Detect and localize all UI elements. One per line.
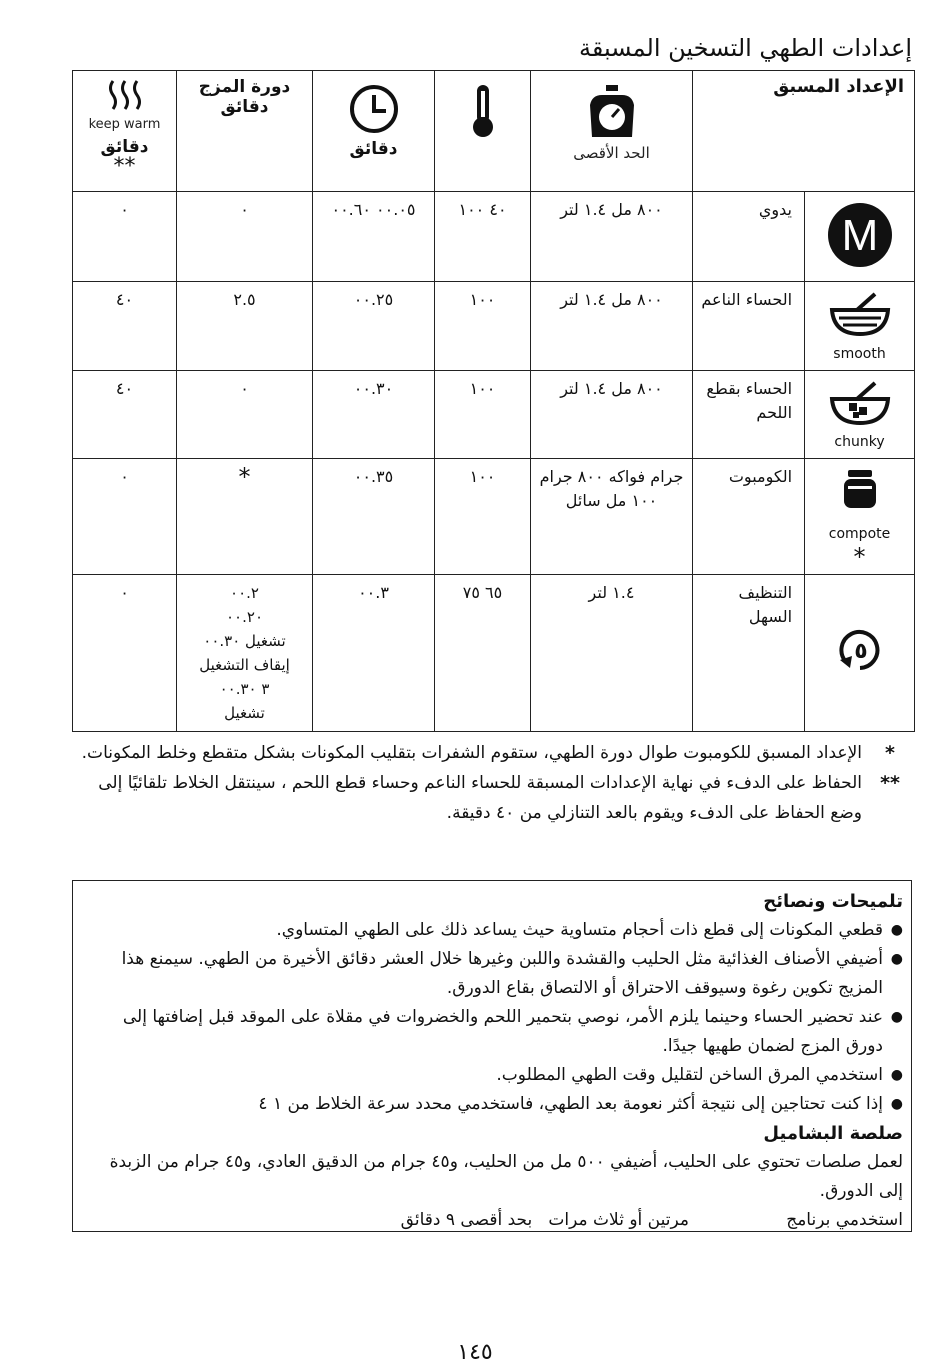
temp-value: ١٠٠ xyxy=(435,459,531,575)
bechamel-heading: صلصة البشاميل xyxy=(763,1123,903,1144)
list-item: ● قطعي المكونات إلى قطع ذات أحجام متساوية حيث يساعد ذلك على الطهي المتساوي. xyxy=(276,920,903,940)
preset-name: يدوي xyxy=(693,192,805,282)
temp-value: ١٠٠ xyxy=(435,371,531,459)
keep-warm-value: ٤٠ xyxy=(73,371,177,459)
time-value: ٠٠.٠٥ ٠٠.٦٠ xyxy=(313,192,435,282)
header-max-label: الحد الأقصى xyxy=(573,144,650,162)
max-value: ١.٤ لتر xyxy=(531,575,693,732)
header-temperature xyxy=(435,71,531,192)
keep-warm-value: ٠ xyxy=(73,192,177,282)
svg-text:M: M xyxy=(841,211,878,260)
icon-cell xyxy=(805,282,915,371)
footnote-compote: * الإعداد المسبق للكومبوت طوال دورة الطهي، ستقوم الشفرات بتقليب المكونات بشكل متقطع وخلط المكونات. xyxy=(81,742,895,764)
page-title: إعدادات الطهي التسخين المسبقة xyxy=(579,34,912,62)
preset-name: التنظيف السهل xyxy=(693,575,805,732)
bechamel-program-text: استخدمي برنامج مرتين أو ثلاث مرات بحد أقصى ٩ دقائق xyxy=(400,1210,903,1230)
blend-value: ٠ xyxy=(177,371,313,459)
table-header-row xyxy=(73,71,915,192)
preset-name: الكومبوت xyxy=(693,459,805,575)
icon-caption: chunky xyxy=(834,434,885,450)
list-item: ● إذا كنت تحتاجين إلى نتيجة أكثر نعومة بعد الطهي، فاستخدمي محدد سرعة الخلاط من ١ ٤ xyxy=(258,1094,903,1114)
temp-value: ٦٥ ٧٥ xyxy=(435,575,531,732)
header-max xyxy=(531,71,693,192)
blend-value: ٠ xyxy=(177,192,313,282)
keep-warm-value: ٠ xyxy=(73,459,177,575)
footnote-keep-warm: ** الحفاظ على الدفء في نهاية الإعدادات المسبقة للحساء الناعم وحساء قطع اللحم ، سينتقل الخلاط تلقائيًا إلى وضع الحفاظ على الدفء ويقوم بالعد التنازلي من ٤٠ دقيقة. xyxy=(98,772,900,823)
preset-name: الحساء الناعم xyxy=(693,282,805,371)
temp-value: ١٠٠ xyxy=(435,282,531,371)
blend-value: ٠٠.٢ ٠٠.٢٠ تشغيل ٠٠.٣٠ إيقاف التشغيل ٣ ٠٠.٣٠ تشغيل xyxy=(177,575,313,732)
icon-caption: compote xyxy=(828,526,891,542)
keep-warm-icon xyxy=(105,79,145,111)
header-blend-cycle: دورة المزج دقائق xyxy=(177,71,313,192)
list-item: ● أضيفي الأصناف الغذائية مثل الحليب والقشدة واللبن وغيرها خلال العشر دقائق الأخيرة من الطهي. سيمنع هذا المزيج تكوين رغوة وسيوقف الاحتراق أو الالتصاق بقاع الدورق. xyxy=(121,949,903,998)
keep-warm-value: ٤٠ xyxy=(73,282,177,371)
table-row-chunky xyxy=(73,371,915,459)
table-row-compote xyxy=(73,459,915,575)
tips-list xyxy=(83,916,903,1119)
easy-clean-icon xyxy=(836,626,884,674)
chunky-soup-icon xyxy=(829,381,891,427)
table-row-easy-clean xyxy=(73,575,915,732)
icon-cell xyxy=(805,371,915,459)
tips-box xyxy=(72,880,912,1232)
icon-cell xyxy=(805,192,915,282)
max-value: جرام فواكه ٨٠٠ جرام ١٠٠ مل سائل xyxy=(531,459,693,575)
manual-m-icon xyxy=(827,202,893,268)
time-value: ٠٠.٣٠ xyxy=(313,371,435,459)
tips-heading: تلميحات ونصائح xyxy=(763,891,903,912)
blend-value: ٢.٥ xyxy=(177,282,313,371)
header-keep-warm: keep warm دقائق ** xyxy=(73,71,177,192)
thermometer-icon xyxy=(468,83,498,139)
icon-caption: smooth xyxy=(833,346,886,362)
compote-jar-icon xyxy=(842,469,878,509)
presets-table xyxy=(72,70,915,732)
compote-star: * xyxy=(853,543,866,571)
clock-icon xyxy=(348,83,400,135)
preset-name: الحساء بقطع اللحم xyxy=(693,371,805,459)
time-value: ٠٠.٢٥ xyxy=(313,282,435,371)
blend-value: * xyxy=(177,459,313,575)
list-item: ● عند تحضير الحساء وحينما يلزم الأمر، نوصي بتحمير اللحم والخضروات في مقلاة على الموقد قبل إضافتها إلى دورق المزج لضمان طهيها جيدًا. xyxy=(122,1007,903,1056)
max-value: ٨٠٠ مل ١.٤ لتر xyxy=(531,371,693,459)
page-number: ١٤٥ xyxy=(457,1340,493,1365)
table-row-manual xyxy=(73,192,915,282)
table-row-smooth xyxy=(73,282,915,371)
header-time xyxy=(313,71,435,192)
icon-cell xyxy=(805,459,915,575)
max-value: ٨٠٠ مل ١.٤ لتر xyxy=(531,282,693,371)
max-value: ٨٠٠ مل ١.٤ لتر xyxy=(531,192,693,282)
footnotes xyxy=(80,738,910,828)
keep-warm-value: ٠ xyxy=(73,575,177,732)
time-value: ٠٠.٣٥ xyxy=(313,459,435,575)
scale-icon xyxy=(586,83,638,139)
header-time-unit: دقائق xyxy=(349,139,398,159)
time-value: ٠٠.٣ xyxy=(313,575,435,732)
list-item: ● استخدمي المرق الساخن لتقليل وقت الطهي المطلوب. xyxy=(496,1065,903,1085)
temp-value: ٤٠ ١٠٠ xyxy=(435,192,531,282)
svg-text:٥: ٥ xyxy=(853,638,868,664)
smooth-soup-icon xyxy=(829,292,891,338)
icon-cell xyxy=(805,575,915,732)
header-preset: الإعداد المسبق xyxy=(693,71,915,192)
bechamel-text: لعمل صلصات تحتوي على الحليب، أضيفي ٥٠٠ مل من الحليب، و٤٥ جرام من الدقيق العادي، و٤٥ جرام من الزبدة إلى الدورق. xyxy=(109,1152,903,1201)
